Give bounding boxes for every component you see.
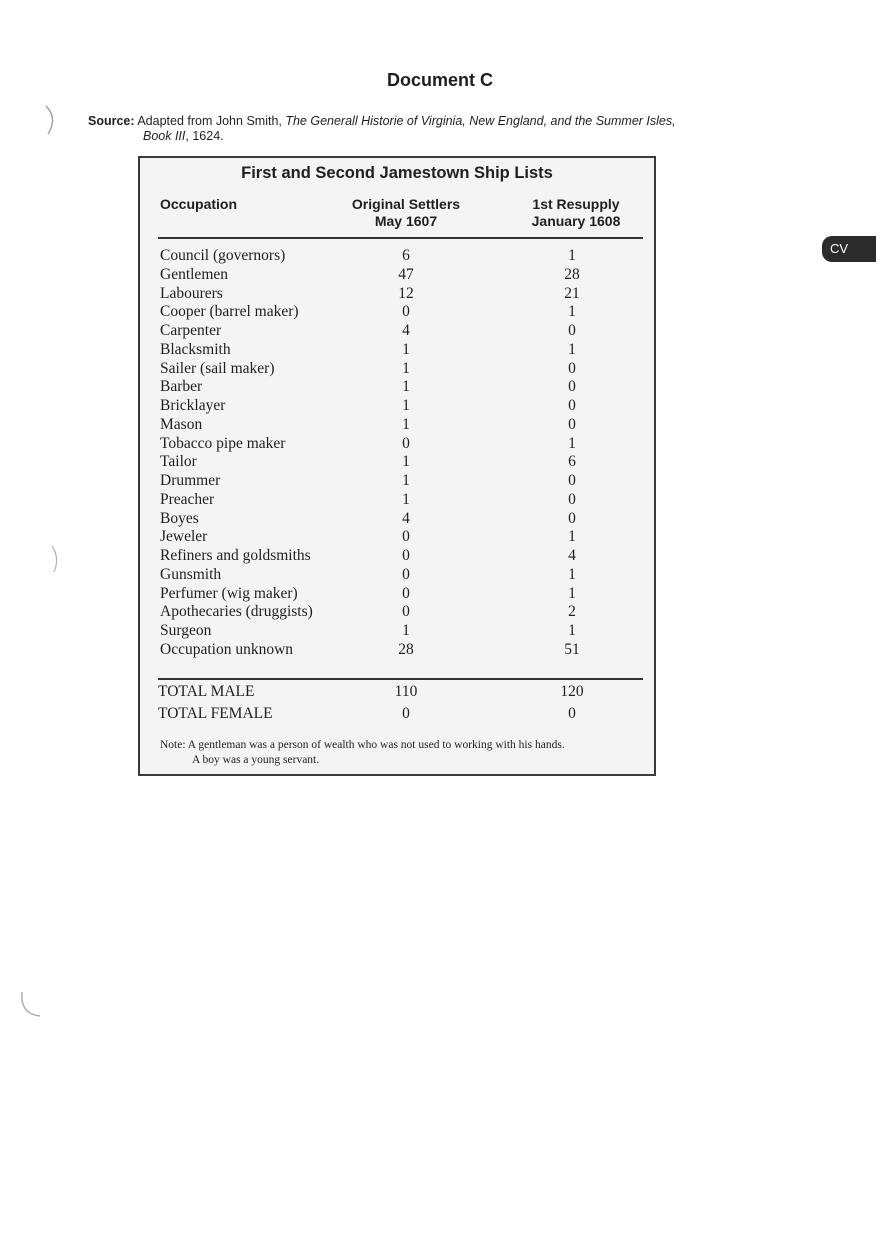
totals-divider (158, 678, 643, 680)
occupation-cell: Barber (160, 378, 203, 396)
resupply-cell: 28 (564, 265, 580, 283)
table-row (140, 472, 654, 491)
original-settlers-cell: 0 (402, 528, 410, 546)
header-original-line2: May 1607 (374, 213, 438, 229)
occupation-cell: Boyes (160, 509, 199, 527)
original-settlers-cell: 0 (402, 565, 410, 583)
resupply-cell: 0 (568, 322, 576, 339)
total-original-cell: 0 (402, 705, 410, 722)
table-row (140, 566, 654, 585)
source-year: , 1624. (185, 129, 224, 143)
occupation-cell: Apothecaries (druggists) (160, 603, 313, 621)
resupply-cell: 0 (568, 472, 576, 489)
table-row (140, 378, 654, 397)
resupply-cell: 1 (568, 622, 576, 639)
table-body (140, 247, 654, 660)
resupply-cell: 6 (568, 453, 576, 471)
original-settlers-cell: 1 (402, 472, 410, 489)
totals-row (140, 681, 654, 703)
occupation-cell: Sailer (sail maker) (160, 359, 275, 377)
header-resupply-line1: 1st Resupply (532, 196, 620, 212)
occupation-cell: Carpenter (160, 322, 222, 339)
original-settlers-cell: 1 (402, 622, 410, 639)
document-title: Document C (386, 70, 493, 90)
table-title: First and Second Jamestown Ship Lists (241, 164, 553, 182)
table-row (140, 397, 654, 416)
resupply-cell: 4 (568, 547, 576, 564)
occupation-cell: Bricklayer (160, 397, 226, 414)
original-settlers-cell: 1 (402, 397, 410, 414)
resupply-cell: 1 (568, 584, 576, 602)
table-row (140, 266, 654, 285)
header-occupation: Occupation (160, 196, 238, 212)
table-note (160, 738, 640, 768)
margin-mark-top (40, 100, 70, 140)
ship-list-table (138, 156, 656, 776)
source-book-part: Book III (143, 129, 186, 143)
occupation-cell: Preacher (160, 490, 215, 508)
table-row (140, 547, 654, 566)
resupply-cell: 1 (568, 565, 576, 583)
resupply-cell: 1 (568, 340, 576, 358)
resupply-cell: 1 (568, 434, 576, 452)
table-row (140, 247, 654, 266)
total-label: TOTAL MALE (158, 683, 255, 700)
header-original-line1: Original Settlers (351, 196, 461, 212)
original-settlers-cell: 0 (402, 303, 410, 321)
cv-side-tab: CV (822, 236, 876, 262)
resupply-cell: 1 (568, 247, 576, 264)
original-settlers-cell: 1 (402, 453, 410, 471)
total-resupply-cell: 0 (568, 705, 576, 722)
table-row (140, 603, 654, 622)
table-row (140, 360, 654, 379)
resupply-cell: 0 (568, 415, 576, 433)
original-settlers-cell: 1 (402, 359, 410, 377)
original-settlers-cell: 0 (402, 434, 410, 452)
occupation-cell: Tobacco pipe maker (160, 434, 286, 452)
table-row (140, 341, 654, 360)
occupation-cell: Perfumer (wig maker) (160, 584, 298, 602)
source-label: Source: (88, 114, 135, 128)
source-text: Adapted from John Smith, (137, 114, 286, 128)
header-resupply-line2: January 1608 (531, 213, 621, 229)
table-row (140, 622, 654, 641)
occupation-cell: Tailor (160, 453, 197, 471)
note-line1: Note: A gentleman was a person of wealth who was not used to working with his hands. (160, 739, 565, 751)
resupply-cell: 51 (564, 640, 580, 658)
original-settlers-cell: 4 (402, 322, 410, 339)
occupation-cell: Refiners and goldsmiths (160, 547, 311, 564)
occupation-cell: Occupation unknown (160, 640, 294, 658)
occupation-cell: Cooper (barrel maker) (160, 303, 299, 321)
margin-mark-bottom (16, 988, 56, 1024)
resupply-cell: 1 (568, 528, 576, 546)
resupply-cell: 0 (568, 509, 576, 527)
totals-row (140, 703, 654, 725)
occupation-cell: Gentlemen (160, 265, 229, 283)
resupply-cell: 0 (568, 490, 576, 508)
occupation-cell: Mason (160, 415, 203, 433)
original-settlers-cell: 47 (398, 265, 414, 283)
original-settlers-cell: 1 (402, 415, 410, 433)
original-settlers-cell: 12 (398, 284, 414, 302)
table-row (140, 435, 654, 454)
occupation-cell: Surgeon (160, 622, 212, 639)
table-row (140, 453, 654, 472)
table-row (140, 285, 654, 304)
original-settlers-cell: 1 (402, 490, 410, 508)
total-resupply-cell: 120 (560, 683, 584, 700)
occupation-cell: Jeweler (160, 528, 208, 546)
source-book-title: The Generall Historie of Virginia, New England, and the Summer Isles, (285, 114, 676, 128)
resupply-cell: 0 (568, 397, 576, 414)
table-row (140, 528, 654, 547)
header-first-resupply (506, 196, 646, 230)
occupation-cell: Blacksmith (160, 340, 231, 358)
occupation-cell: Gunsmith (160, 565, 222, 583)
total-label: TOTAL FEMALE (158, 705, 273, 722)
resupply-cell: 0 (568, 378, 576, 396)
original-settlers-cell: 6 (402, 247, 410, 264)
table-row (140, 510, 654, 529)
table-row (140, 491, 654, 510)
table-row (140, 322, 654, 341)
header-original-settlers (336, 196, 476, 230)
original-settlers-cell: 1 (402, 340, 410, 358)
source-citation (88, 114, 728, 144)
resupply-cell: 2 (568, 603, 576, 621)
margin-mark-middle (46, 540, 66, 580)
original-settlers-cell: 0 (402, 547, 410, 564)
table-row (140, 585, 654, 604)
original-settlers-cell: 28 (398, 640, 414, 658)
table-totals (140, 681, 654, 725)
occupation-cell: Labourers (160, 284, 223, 302)
note-line2: A boy was a young servant. (192, 754, 320, 766)
original-settlers-cell: 4 (402, 509, 410, 527)
resupply-cell: 1 (568, 303, 576, 321)
occupation-cell: Drummer (160, 472, 221, 489)
occupation-cell: Council (governors) (160, 247, 286, 264)
resupply-cell: 0 (568, 359, 576, 377)
table-row (140, 641, 654, 660)
total-original-cell: 110 (394, 683, 418, 700)
original-settlers-cell: 1 (402, 378, 410, 396)
resupply-cell: 21 (564, 284, 580, 302)
original-settlers-cell: 0 (402, 603, 410, 621)
original-settlers-cell: 0 (402, 584, 410, 602)
table-row (140, 416, 654, 435)
header-divider (158, 237, 643, 239)
table-row (140, 303, 654, 322)
